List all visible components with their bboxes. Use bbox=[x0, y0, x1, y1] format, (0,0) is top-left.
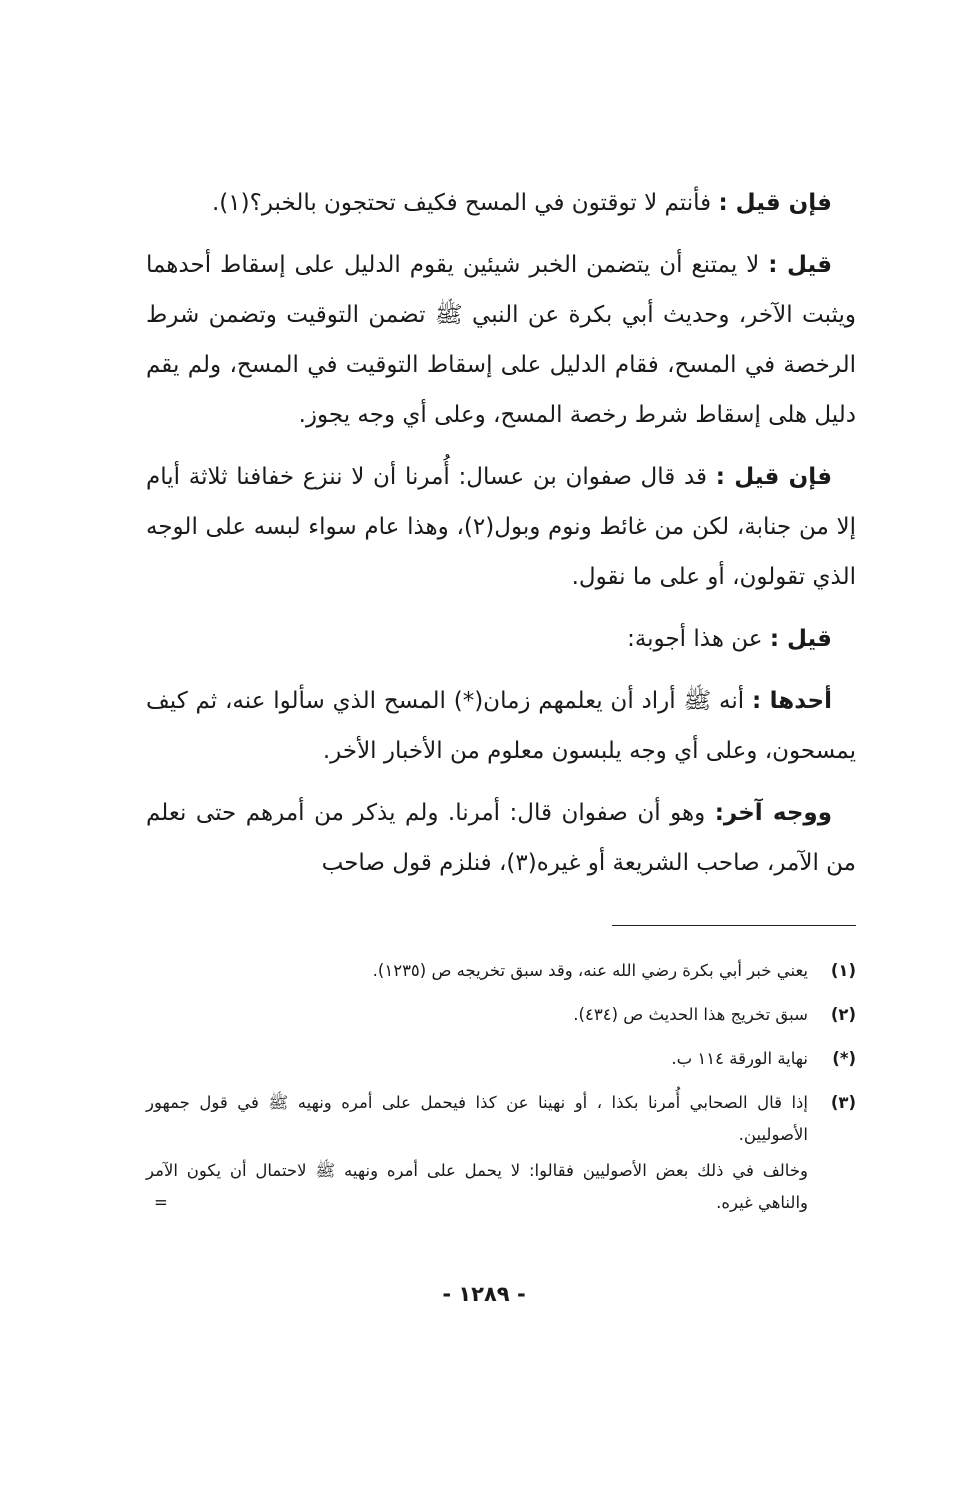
paragraph bbox=[146, 240, 856, 440]
paragraph-text: أنه ﷺ أراد أن يعلمهم زمان(*) المسح الذي سألوا عنه، ثم كيف يمسحون، وعلى أي وجه يلبسون معلوم من الأخبار الأخر. bbox=[146, 688, 856, 764]
paragraph-lead: قيل : bbox=[769, 626, 832, 652]
paragraph bbox=[146, 676, 856, 776]
footnote-text: إذا قال الصحابي أُمرنا بكذا ، أو نهينا عن كذا فيحمل على أمره ونهيه ﷺ في قول جمهور الأصوليين. bbox=[146, 1093, 808, 1144]
continuation-mark: = bbox=[154, 1193, 168, 1212]
footnote bbox=[146, 1043, 856, 1075]
footnote-continuation-text: وخالف في ذلك بعض الأصوليين فقالوا: لا يحمل على أمره ونهيه ﷺ لاحتمال أن يكون الآمر والناهي غيره. bbox=[146, 1161, 808, 1212]
paragraph-text: قد قال صفوان بن عسال: أُمرنا أن لا ننزع خفافنا ثلاثة أيام إلا من جنابة، لكن من غائط ونوم وبول(٢)، وهذا عام سواء لبسه على الوجه الذي تقولون، أو على ما نقول. bbox=[146, 464, 856, 590]
paragraph bbox=[146, 614, 856, 664]
footnote bbox=[146, 955, 856, 987]
paragraph-lead: أحدها : bbox=[751, 688, 832, 714]
footnote-number: (٣) bbox=[830, 1093, 856, 1112]
footnote bbox=[146, 1087, 856, 1151]
paragraph-text: عن هذا أجوبة: bbox=[627, 626, 770, 652]
paragraph-text: فأنتم لا توقتون في المسح فكيف تحتجون بالخبر؟(١). bbox=[212, 190, 719, 216]
footnote-number: (١) bbox=[830, 961, 856, 980]
footnote-text: نهاية الورقة ١١٤ ب. bbox=[671, 1049, 808, 1068]
paragraph-lead: فإن قيل : bbox=[715, 464, 832, 490]
footnote-text: يعني خبر أبي بكرة رضي الله عنه، وقد سبق تخريجه ص (١٢٣٥). bbox=[372, 961, 808, 980]
footnote-number: (*) bbox=[832, 1049, 856, 1068]
paragraph-lead: فإن قيل : bbox=[718, 190, 832, 216]
paragraph-text: لا يمتنع أن يتضمن الخبر شيئين يقوم الدليل على إسقاط أحدهما ويثبت الآخر، وحديث أبي بكرة عن النبي ﷺ تضمن التوقيت وتضمن شرط الرخصة في المسح، فقام الدليل على إسقاط التوقيت في المسح، ولم يقم دليل هلى إسقاط شرط رخصة المسح، وعلى أي وجه يجوز. bbox=[146, 252, 856, 428]
paragraph bbox=[146, 452, 856, 602]
footnote bbox=[146, 999, 856, 1031]
page-number: - ١٢٨٩ - bbox=[442, 1282, 526, 1306]
footnote-number: (٢) bbox=[830, 1005, 856, 1024]
footnotes bbox=[146, 955, 856, 1219]
paragraph bbox=[146, 178, 856, 228]
main-text bbox=[146, 178, 856, 900]
paragraph bbox=[146, 788, 856, 888]
footnote-continuation bbox=[146, 1155, 856, 1219]
footnote-text: سبق تخريج هذا الحديث ص (٤٣٤). bbox=[573, 1005, 808, 1024]
paragraph-lead: ووجه آخر: bbox=[714, 800, 832, 826]
paragraph-lead: قيل : bbox=[768, 252, 833, 278]
paragraph-text: وهو أن صفوان قال: أمرنا. ولم يذكر من أمرهم حتى نعلم من الآمر، صاحب الشريعة أو غيره(٣)، فنلزم قول صاحب bbox=[146, 800, 856, 876]
footnote-divider bbox=[612, 925, 856, 926]
